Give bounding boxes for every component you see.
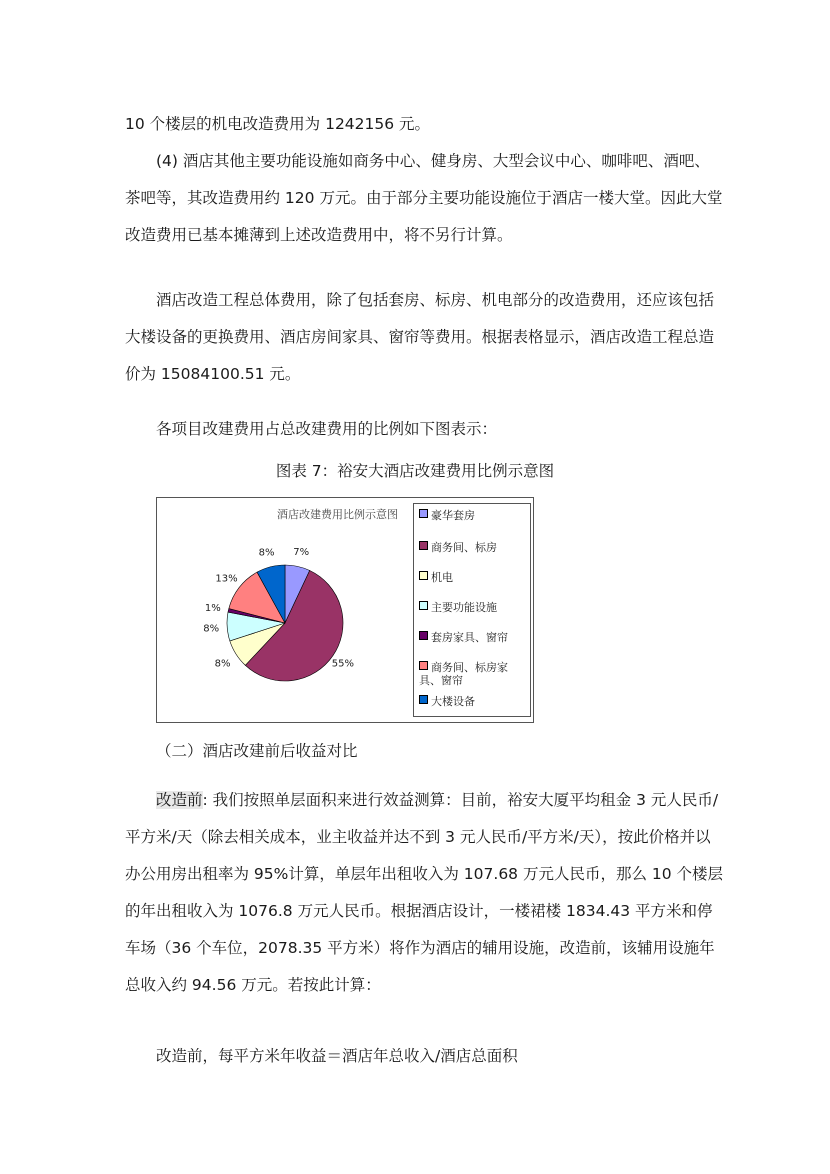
legend-swatch xyxy=(419,695,428,704)
chart-title: 酒店改建费用比例示意图 xyxy=(277,508,398,521)
legend-item-5 xyxy=(419,631,529,644)
pie-label-2: 55% xyxy=(331,658,355,670)
paragraph-before-renovation xyxy=(125,782,725,1004)
pie-label-5: 1% xyxy=(204,602,221,614)
legend-item-3 xyxy=(419,571,529,584)
legend-item-7 xyxy=(419,695,529,708)
paragraph-chart-intro: 各项目改建费用占总改建费用的比例如下图表示： xyxy=(156,420,498,438)
chart-legend xyxy=(413,503,531,717)
legend-item-6 xyxy=(419,661,529,687)
pie-svg xyxy=(157,498,413,722)
legend-label: 主要功能设施 xyxy=(431,601,497,614)
paragraph-mechanical-cost: 10 个楼层的机电改造费用为 1242156 元。 xyxy=(125,115,431,133)
paragraph-formula: 改造前，每平方米年收益＝酒店年总收入/酒店总面积 xyxy=(156,1047,518,1065)
legend-label: 大楼设备 xyxy=(431,695,475,708)
legend-label: 套房家具、窗帘 xyxy=(431,631,508,644)
highlight-term: 改造前 xyxy=(156,791,203,809)
legend-swatch xyxy=(419,541,428,550)
legend-item-2 xyxy=(419,541,529,554)
legend-swatch xyxy=(419,571,428,580)
paragraph-before-renovation-text: : 我们按照单层面积来进行效益测算：目前，裕安大厦平均租金 3 元人民币/平方米/天（除去相关成本，业主收益并达不到 3 元人民币/平方米/天），按此价格并以办公用房出租率为 95%计算，单层年出租收入为 107.68 万元人民币，那么 10 个楼层的年出租收入为 1076.8 万元人民币。根据酒店设计，一楼裙楼 1834.43 平方米和停车场（36 个车位，2078.35 平方米）将作为酒店的辅用设施，改造前，该辅用设施年总收入约 94.56 万元。若按此计算： xyxy=(125,791,724,994)
pie-chart xyxy=(156,497,534,723)
legend-swatch xyxy=(419,631,428,640)
pie-label-3: 8% xyxy=(214,658,231,670)
paragraph-total-cost: 酒店改造工程总体费用，除了包括套房、标房、机电部分的改造费用，还应该包括大楼设备的更换费用、酒店房间家具、窗帘等费用。根据表格显示，酒店改造工程总造价为 15084100.51 元。 xyxy=(125,291,715,383)
legend-item-1 xyxy=(419,509,529,522)
legend-label: 商务间、标房 xyxy=(431,541,497,554)
section-heading: （二）酒店改建前后收益对比 xyxy=(156,742,358,760)
pie-label-4: 8% xyxy=(203,623,220,635)
pie-label-7: 8% xyxy=(258,547,275,559)
legend-label: 机电 xyxy=(431,571,453,584)
legend-label: 豪华套房 xyxy=(431,509,475,522)
legend-swatch xyxy=(419,601,428,610)
figure-caption: 图表 7：裕安大酒店改建费用比例示意图 xyxy=(275,462,555,480)
legend-label: 商务间、标房家具、窗帘 xyxy=(419,661,508,687)
legend-item-4 xyxy=(419,601,529,614)
paragraph-facilities: (4) 酒店其他主要功能设施如商务中心、健身房、大型会议中心、咖啡吧、酒吧、茶吧等，其改造费用约 120 万元。由于部分主要功能设施位于酒店一楼大堂。因此大堂改造费用已基本摊薄到上述改造费用中，将不另行计算。 xyxy=(125,152,723,244)
pie-label-6: 13% xyxy=(215,573,238,585)
legend-swatch xyxy=(419,661,428,670)
legend-swatch xyxy=(419,509,428,518)
pie-label-1: 7% xyxy=(293,546,310,558)
